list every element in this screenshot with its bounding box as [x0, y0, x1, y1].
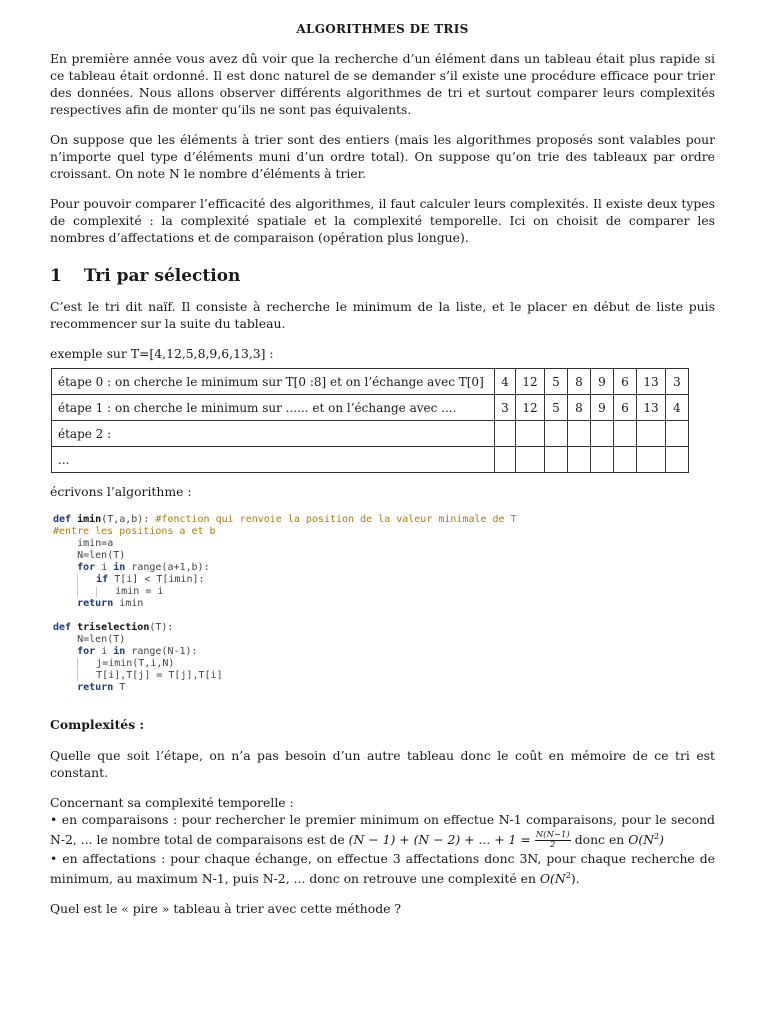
code-text: range(N-1): — [131, 646, 198, 657]
code-keyword: return — [77, 682, 114, 693]
comparaisons-text: • en comparaisons : pour rechercher le premier minimum on effectue N-1 comparaisons, pour le second N-2, ... le nombre total de comparaisons est de — [50, 812, 715, 848]
algorithm-intro: écrivons l’algorithme : — [50, 484, 192, 499]
table-cell: 8 — [568, 395, 591, 421]
table-cell — [495, 447, 516, 473]
code-keyword: if — [96, 574, 109, 585]
table-cell — [637, 421, 666, 447]
code-text: imin — [119, 598, 144, 609]
code-keyword: def — [53, 514, 72, 525]
affectations-text: • en affectations : pour chaque échange, on effectue 3 affectations donc 3N, pour chaque recherche de minimum, au maximum N-1, puis N-2, ... donc on retrouve une complexité en — [50, 851, 715, 887]
table-cell — [568, 421, 591, 447]
intro-paragraph-2: On suppose que les éléments à trier sont des entiers (mais les algorithmes proposés sont valables pour n’importe quel type d’éléments muni d’un ordre total). On suppose qu’on trie des tableaux par ordre croissant. On note N le nombre d’éléments à trier. — [50, 132, 715, 181]
code-comment: #fonction qui renvoie la position de la valeur minimale de T — [155, 514, 517, 525]
table-cell: 13 — [637, 395, 666, 421]
fraction-denominator: 2 — [550, 840, 556, 851]
table-cell: 9 — [591, 369, 614, 395]
code-text: imin = i — [115, 586, 164, 597]
big-o-close: ) — [659, 832, 664, 848]
code-function-name: imin — [77, 514, 102, 525]
code-text: T[i] < T[imin]: — [114, 574, 205, 585]
table-row — [52, 421, 689, 447]
code-text: range(a+1,b): — [131, 562, 210, 573]
table-cell: 13 — [637, 369, 666, 395]
table-cell — [614, 447, 637, 473]
step-label: étape 0 : on cherche le minimum sur T[0 :8] et on l’échange avec T[0] — [52, 369, 495, 395]
table-cell — [637, 447, 666, 473]
code-keyword: for — [77, 646, 96, 657]
code-block — [53, 514, 715, 694]
table-row — [52, 369, 689, 395]
complexites-heading: Complexités : — [50, 717, 145, 732]
code-text: N=len(T) — [77, 550, 126, 561]
code-text: T — [119, 682, 126, 693]
step-label: ... — [52, 447, 495, 473]
code-text: (T,a,b): — [101, 514, 150, 525]
table-cell: 3 — [495, 395, 516, 421]
section-title: Tri par sélection — [83, 266, 241, 286]
table-cell — [495, 421, 516, 447]
big-o: O(N — [539, 871, 566, 887]
table-cell: 3 — [666, 369, 689, 395]
question-paragraph: Quel est le « pire » tableau à trier avec cette méthode ? — [50, 901, 402, 917]
table-cell — [666, 421, 689, 447]
code-keyword: in — [113, 646, 126, 657]
steps-table — [51, 368, 689, 473]
code-keyword: for — [77, 562, 96, 573]
step-label: étape 1 : on cherche le minimum sur ...... et on l’échange avec .... — [52, 395, 495, 421]
big-o-close: ). — [570, 871, 580, 887]
section-number: 1 — [50, 266, 62, 286]
code-keyword: return — [77, 598, 114, 609]
complexite-spatiale: Quelle que soit l’étape, on n’a pas besoin d’un autre tableau donc le coût en mémoire de ce tri est constant. — [50, 748, 715, 780]
code-text: T[i],T[j] = T[j],T[i] — [96, 670, 223, 681]
table-cell: 4 — [495, 369, 516, 395]
table-cell: 5 — [545, 395, 568, 421]
code-text: i — [101, 562, 108, 573]
table-row — [52, 447, 689, 473]
table-cell — [516, 421, 545, 447]
comparaisons-paragraph — [50, 811, 715, 850]
comparaisons-text-end: donc en — [570, 832, 629, 848]
table-cell — [545, 447, 568, 473]
code-text: (T): — [149, 622, 174, 633]
table-cell: 4 — [666, 395, 689, 421]
code-text: imin=a — [77, 538, 114, 549]
table-cell — [568, 447, 591, 473]
section-heading — [50, 266, 715, 286]
table-cell: 12 — [516, 369, 545, 395]
table-cell: 12 — [516, 395, 545, 421]
table-row — [52, 395, 689, 421]
code-text: N=len(T) — [77, 634, 126, 645]
code-function-name: triselection — [77, 622, 150, 633]
table-cell — [591, 421, 614, 447]
table-cell: 5 — [545, 369, 568, 395]
table-cell — [614, 421, 637, 447]
document-title: ALGORITHMES DE TRIS — [296, 22, 469, 36]
section-intro: C’est le tri dit naïf. Il consiste à recherche le minimum de la liste, et le placer en début de liste puis recommencer sur la suite du tableau. — [50, 299, 715, 331]
comparaisons-formula: (N − 1) + (N − 2) + ... + 1 = — [348, 832, 535, 848]
example-label: exemple sur T=[4,12,5,8,9,6,13,3] : — [50, 346, 274, 361]
table-cell: 8 — [568, 369, 591, 395]
document-page — [50, 22, 715, 917]
intro-paragraph-1: En première année vous avez dû voir que la recherche d’un élément dans un tableau était plus rapide si ce tableau était ordonné. Il est donc naturel de se demander s’il existe une procédure efficace pour trier des données. Nous allons observer différents algorithmes de tri et surtout comparer leurs complexités respectives afin de monter qu’ils ne sont pas équivalents. — [50, 51, 715, 117]
code-keyword: def — [53, 622, 72, 633]
step-label: étape 2 : — [52, 421, 495, 447]
table-cell: 6 — [614, 395, 637, 421]
code-text: j=imin(T,i,N) — [96, 658, 175, 669]
intro-paragraph-3: Pour pouvoir comparer l’efficacité des algorithmes, il faut calculer leurs complexités. Il existe deux types de complexité : la complexité spatiale et la complexité temporelle. Ici on choisit de comparer les nombres d’affectations et de comparaison (opération plus longue). — [50, 196, 715, 245]
code-comment: #entre les positions a et b — [53, 526, 216, 537]
big-o: O(N — [628, 832, 655, 848]
table-cell: 9 — [591, 395, 614, 421]
table-cell: 6 — [614, 369, 637, 395]
table-cell — [545, 421, 568, 447]
exponent: 2 — [565, 871, 571, 881]
fraction — [535, 831, 571, 850]
complexite-temporelle-heading: Concernant sa complexité temporelle : — [50, 795, 294, 810]
table-cell — [666, 447, 689, 473]
fraction-numerator: N(N−1) — [535, 830, 570, 841]
exponent: 2 — [654, 832, 660, 841]
affectations-paragraph — [50, 850, 715, 887]
table-cell — [516, 447, 545, 473]
code-text: i — [101, 646, 108, 657]
code-keyword: in — [113, 562, 126, 573]
table-cell — [591, 447, 614, 473]
